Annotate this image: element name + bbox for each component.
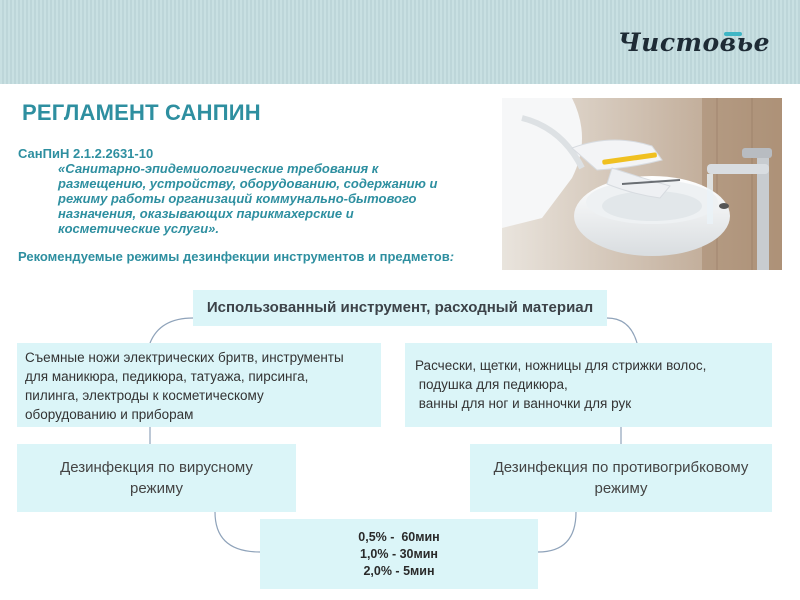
mode-line: Дезинфекция по вирусному xyxy=(60,459,253,476)
description-line: косметические услуги». xyxy=(58,221,220,236)
description-line: режиму работы организаций коммунально-бытового xyxy=(58,191,417,206)
item-line: подушка для педикюра, xyxy=(415,377,568,392)
description-line: размещению, устройству, оборудованию, содержанию и xyxy=(58,176,438,191)
concentration-times-box xyxy=(260,519,538,589)
fungal-mode-box xyxy=(470,444,772,512)
mode-line: режиму xyxy=(130,480,183,497)
item-line: Расчески, щетки, ножницы для стрижки волос, xyxy=(415,358,707,373)
viral-items-box xyxy=(17,343,381,427)
recommendation-colon: : xyxy=(449,249,455,264)
item-line: для маникюра, педикюра, татуажа, пирсинга, xyxy=(25,369,309,384)
recommendation-text: Рекомендуемые режимы дезинфекции инструментов и предметов xyxy=(18,249,450,264)
time-line: 2,0% - 5мин xyxy=(363,564,435,578)
page-title: РЕГЛАМЕНТ САНПИН xyxy=(22,100,261,125)
item-line: пилинга, электроды к косметическому xyxy=(25,388,264,403)
mode-line: Дезинфекция по противогрибковому xyxy=(493,459,749,476)
regulation-code: СанПиН 2.1.2.2631-10 xyxy=(18,146,154,161)
item-line: ванны для ног и ванночки для рук xyxy=(415,396,632,411)
description-line: назначения, оказывающих парикмахерские и xyxy=(58,206,354,221)
description-line: «Санитарно-эпидемиологические требования к xyxy=(58,161,379,176)
time-line: 1,0% - 30мин xyxy=(360,547,438,561)
mode-line: режиму xyxy=(594,480,648,497)
time-line: 0,5% - 60мин xyxy=(358,530,440,544)
used-instrument-box: Использованный инструмент, расходный материал xyxy=(193,290,607,326)
item-line: оборудованию и приборам xyxy=(25,407,194,422)
viral-mode-box xyxy=(17,444,296,512)
brand-logo[interactable]: Чистовье xyxy=(617,28,770,57)
item-line: Съемные ножи электрических бритв, инструменты xyxy=(25,350,344,365)
fungal-items-box xyxy=(405,343,772,427)
